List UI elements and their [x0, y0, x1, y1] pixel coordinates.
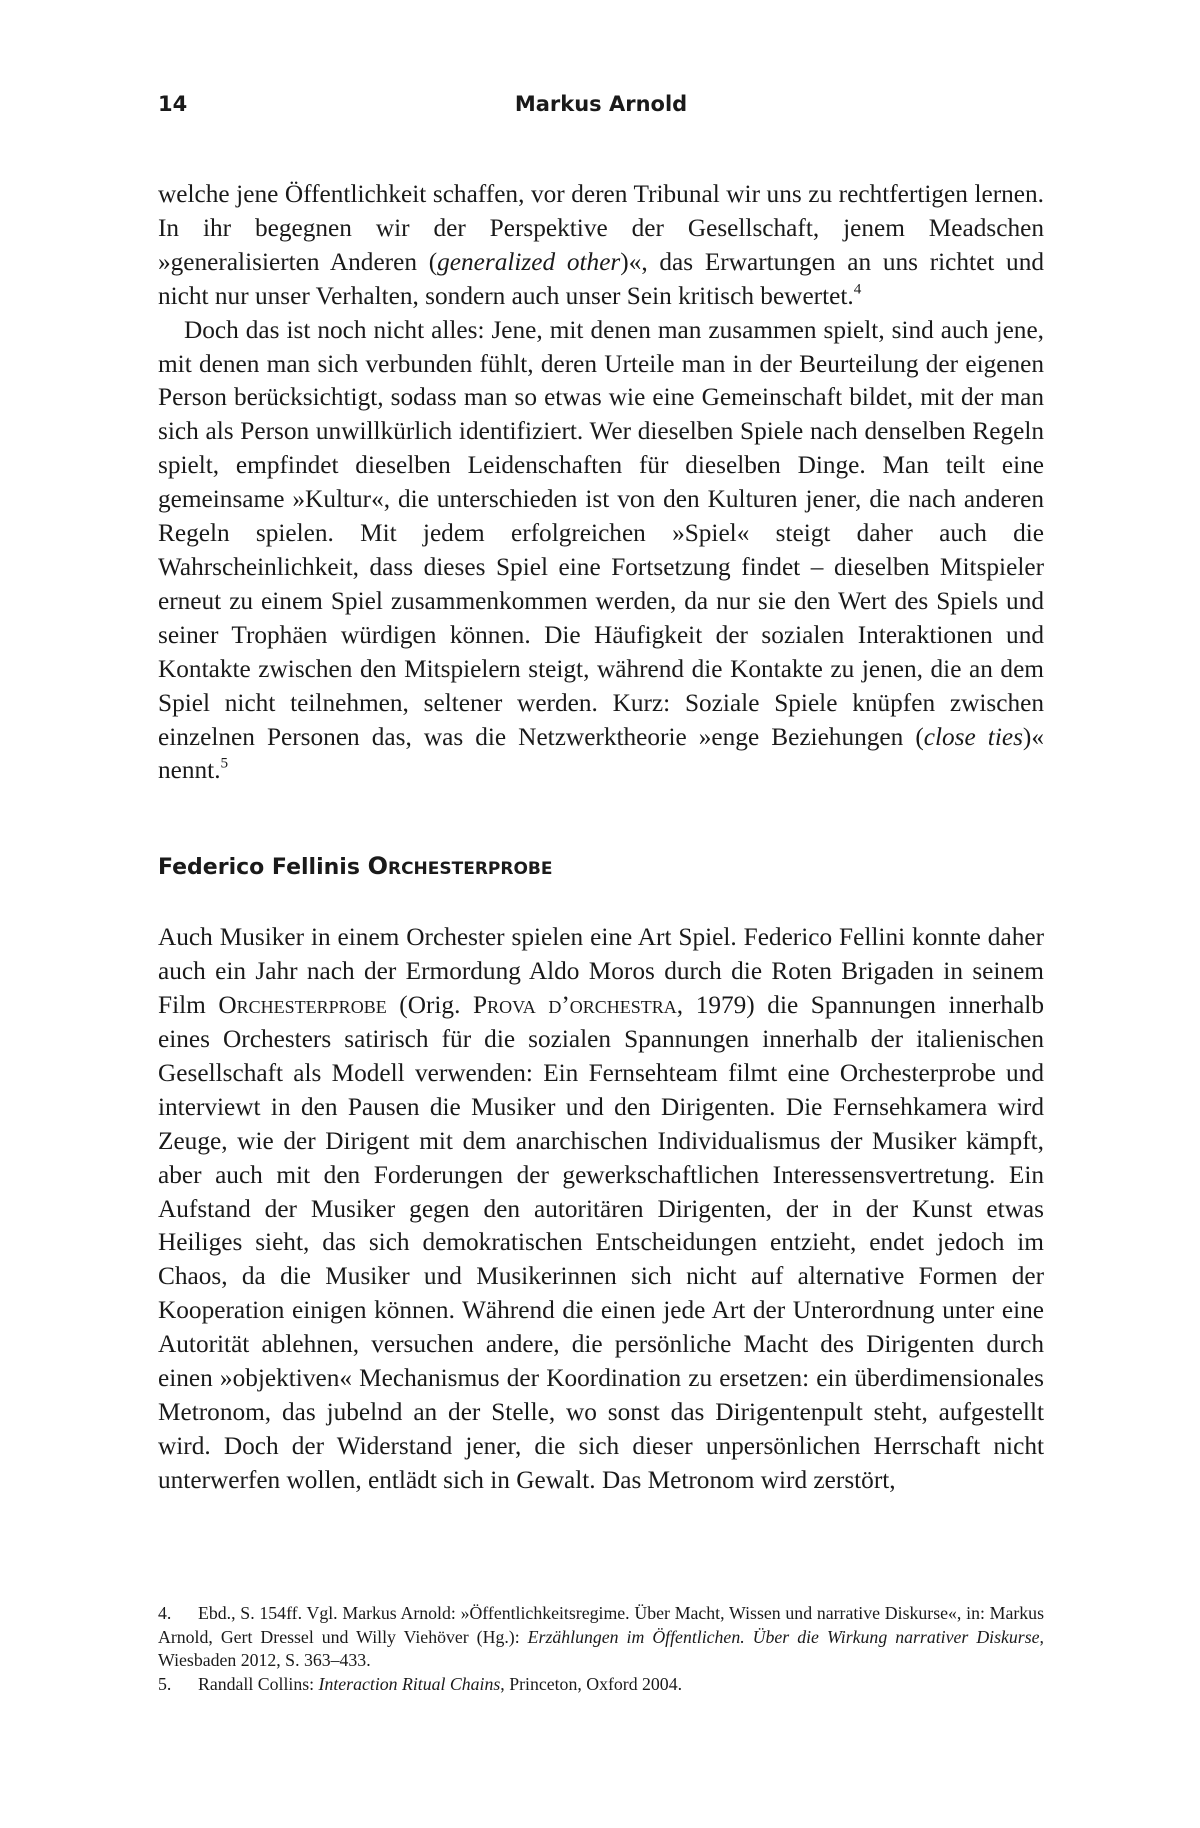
footnote-5 [158, 1673, 1044, 1697]
footnote-5-text-cont: , Princeton, Oxford 2004. [500, 1673, 683, 1694]
paragraph-3-text-2: (Orig. [386, 991, 473, 1020]
page-header [158, 92, 1044, 122]
running-head: Markus Arnold [514, 92, 688, 116]
paragraph-1 [158, 178, 1044, 314]
main-text [158, 178, 1044, 1498]
page-number: 14 [158, 92, 188, 116]
footnotes [158, 1602, 1044, 1696]
footnote-4 [158, 1602, 1044, 1673]
term-close-ties: close ties [923, 722, 1023, 751]
paragraph-3-text-3: , 1979) die Spannungen innerhalb eines Orchesters satirisch für die sozialen Spannungen innerhalb der italienischen Gesellschaft als Modell verwenden: Ein Fernsehteam filmt eine Orchesterprobe und interviewt in den Pausen die Musiker und den Dirigenten. Die Fernsehkamera wird Zeuge, wie der Dirigent mit dem anarchischen Individualismus der Musiker kämpft, aber auch mit den Forderungen der gewerkschaftlichen Interessensvertretung. Ein Aufstand der Musiker gegen den autoritären Dirigenten, der in der Kunst etwas Heiliges sieht, das sich demokratischen Entscheidungen entzieht, endet jedoch im Chaos, da die Musiker und Musikerinnen sich nicht auf alternative Formen der Kooperation einigen können. Während die einen jede Art der Unterordnung unter eine Autorität ablehnen, versuchen andere, die persönliche Macht des Dirigenten durch einen »objektiven« Mechanismus der Koordination zu ersetzen: ein überdimensionales Metronom, das jubelnd an der Stelle, wo sonst das Dirigentenpult steht, aufgestellt wird. Doch der Widerstand jener, die sich dieser unpersönlichen Herrschaft nicht unterwerfen wollen, entlädt sich in Gewalt. Das Metronom wird zerstört, [158, 991, 1044, 1494]
paragraph-2-text-cont: )« nennt. [158, 722, 1044, 785]
paragraph-2-text: Doch das ist noch nicht alles: Jene, mit denen man zusammen spielt, sind auch jene, mit denen man sich verbunden fühlt, deren Urteile man in der Beurteilung der eigenen Person berücksichtigt, sodass man so etwas wie eine Gemeinschaft bildet, mit der man sich als Person unwillkürlich identifiziert. Wer dieselben Spiele nach denselben Regeln spielt, empfindet dieselben Leidenschaften für dieselben Dinge. Man teilt eine gemeinsame »Kultur«, die unterschieden ist von den Kulturen jener, die nach anderen Regeln spielen. Mit jedem erfolgreichen »Spiel« steigt daher auch die Wahrscheinlichkeit, dass dieses Spiel eine Fortsetzung findet – dieselben Mitspieler erneut zu einem Spiel zusammenkommen werden, da nur sie den Wert des Spiels und seiner Trophäen würdigen können. Die Häufigkeit der sozialen Interaktionen und Kontakte zwischen den Mitspielern steigt, während die Kontakte zu jenen, die an dem Spiel nicht teilnehmen, seltener werden. Kurz: Soziale Spiele knüpfen zwischen einzelnen Personen das, was die Netzwerktheorie »enge Beziehungen ( [158, 315, 1044, 751]
footnote-ref-4: 4 [853, 280, 862, 298]
footnote-4-book-title: Erzählungen im Öffentlichen. Über die Wirkung narrativer Diskurse [527, 1626, 1040, 1647]
paragraph-1-text: welche jene Öffentlichkeit schaffen, vor deren Tribunal wir uns zu rechtfertigen lernen. In ihr begegnen wir der Perspektive der Gesellschaft, jenem Meadschen »generalisierten Anderen ( [158, 180, 1044, 276]
footnote-4-number: 4. [158, 1603, 172, 1623]
footnote-5-number: 5. [158, 1673, 172, 1694]
footnote-ref-5: 5 [220, 754, 229, 772]
footnote-5-book-title: Interaction Ritual Chains [318, 1673, 501, 1694]
footnote-4-text: Ebd., S. 154ff. Vgl. Markus Arnold: »Öffentlichkeitsregime. Über Macht, Wissen und narrative Diskurse«, in: Markus Arnold, Gert Dressel und Willy Viehöver (Hg.): [158, 1603, 1044, 1647]
footnote-4-text-cont: , Wiesbaden 2012, S. 363–433. [158, 1626, 1044, 1671]
paragraph-2 [158, 314, 1044, 789]
film-title-original: Prova d’orchestra [473, 991, 677, 1020]
film-title-german: Orchesterprobe [218, 991, 387, 1020]
paragraph-1-text-cont: )«, das Erwartungen an uns richtet und nicht nur unser Verhalten, sondern auch unser Sein kritisch bewertet. [158, 247, 1044, 310]
section-heading-prefix: Federico Fellinis [158, 855, 368, 881]
section-heading [158, 851, 1044, 883]
paragraph-3-text: Auch Musiker in einem Orchester spielen eine Art Spiel. Federico Fellini konnte daher auch ein Jahr nach der Ermordung Aldo Moros durch die Roten Brigaden in seinem Film [158, 923, 1044, 1020]
paragraph-3 [158, 921, 1044, 1497]
section-heading-film-title: Orchesterprobe [367, 852, 553, 881]
term-generalized-other: generalized other [437, 247, 621, 276]
footnote-5-text: Randall Collins: [198, 1673, 319, 1694]
